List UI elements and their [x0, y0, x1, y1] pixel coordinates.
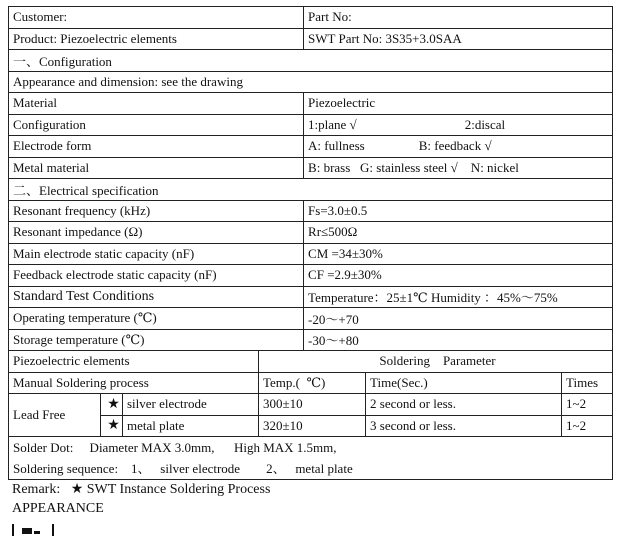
resonant-frequency-value: Fs=3.0±0.5	[304, 200, 613, 222]
configuration-option-1: 1:plane √	[308, 116, 357, 132]
main-capacity-value: CM =34±30%	[304, 243, 613, 265]
solder-sequence-text: Soldering sequence: 1、 silver electrode 2、 metal plate	[13, 461, 353, 476]
resonant-impedance-label: Resonant impedance (Ω)	[9, 222, 304, 244]
storage-temp-label: Storage temperature (℃)	[9, 329, 304, 351]
row-soldering-header	[9, 351, 613, 373]
times-header: Times	[562, 372, 613, 394]
operating-temp-label: Operating temperature (℃)	[9, 308, 304, 330]
electrode-form-value	[304, 136, 613, 158]
metal-temp: 320±10	[259, 415, 366, 437]
appearance-heading: APPEARANCE	[12, 501, 104, 516]
configuration-value	[304, 114, 613, 136]
electrode-form-label: Electrode form	[9, 136, 304, 158]
material-label: Material	[9, 93, 304, 115]
row-customer	[9, 7, 613, 29]
swt-part-no: SWT Part No: 3S35+3.0SAA	[304, 28, 613, 50]
row-resonant-impedance	[9, 222, 613, 244]
row-solder-notes	[9, 437, 613, 480]
row-metal-material	[9, 157, 613, 179]
standard-test-label: Standard Test Conditions	[9, 286, 304, 308]
electrode-option-b: B: feedback √	[418, 138, 492, 154]
row-silver-electrode	[9, 394, 613, 416]
electrode-option-a: A: fullness	[308, 138, 365, 154]
row-section-configuration	[9, 50, 613, 72]
metal-material-value: B: brass G: stainless steel √ N: nickel	[304, 157, 613, 179]
row-feedback-capacity	[9, 265, 613, 287]
row-main-capacity	[9, 243, 613, 265]
row-section-electrical	[9, 179, 613, 201]
storage-temp-value: -30～+80	[304, 329, 613, 351]
silver-electrode-label: silver electrode	[123, 394, 259, 416]
resonant-impedance-value: Rr≤500Ω	[304, 222, 613, 244]
lead-free-label: Lead Free	[9, 394, 101, 437]
soldering-parameter-label: Soldering Parameter	[259, 351, 613, 373]
star-icon: ★	[101, 394, 123, 416]
feedback-capacity-label: Feedback electrode static capacity (nF)	[9, 265, 304, 287]
silver-times: 1~2	[562, 394, 613, 416]
row-appearance-dimension	[9, 71, 613, 93]
solder-dot-text: Solder Dot: Diameter MAX 3.0mm, High MAX 1.5mm,	[13, 440, 337, 455]
section-electrical: 二、Electrical specification	[9, 179, 613, 201]
row-material	[9, 93, 613, 115]
time-header: Time(Sec.)	[366, 372, 562, 394]
configuration-option-2: 2:discal	[464, 116, 506, 132]
operating-temp-value: -20～+70	[304, 308, 613, 330]
star-icon: ★	[101, 415, 123, 437]
section-configuration: 一、Configuration	[9, 50, 613, 72]
manual-soldering-label: Manual Soldering process	[9, 372, 259, 394]
solder-notes	[9, 437, 613, 480]
row-manual-soldering	[9, 372, 613, 394]
metal-time: 3 second or less.	[366, 415, 562, 437]
remark-text: Remark: ★ SWT Instance Soldering Process	[12, 482, 271, 497]
specification-table	[8, 6, 613, 480]
silver-temp: 300±10	[259, 394, 366, 416]
row-resonant-frequency	[9, 200, 613, 222]
customer-label: Customer:	[9, 7, 304, 29]
product-label: Product: Piezoelectric elements	[9, 28, 304, 50]
row-storage-temp	[9, 329, 613, 351]
metal-plate-label: metal plate	[123, 415, 259, 437]
standard-test-value: Temperature：25±1℃ Humidity ：45%～75%	[304, 286, 613, 308]
piezo-elements-label: Piezoelectric elements	[9, 351, 259, 373]
main-capacity-label: Main electrode static capacity (nF)	[9, 243, 304, 265]
metal-material-label: Metal material	[9, 157, 304, 179]
row-standard-test	[9, 286, 613, 308]
row-configuration	[9, 114, 613, 136]
material-value: Piezoelectric	[304, 93, 613, 115]
configuration-label: Configuration	[9, 114, 304, 136]
feedback-capacity-value: CF =2.9±30%	[304, 265, 613, 287]
part-no-label: Part No:	[304, 7, 613, 29]
row-operating-temp	[9, 308, 613, 330]
drawing-fragment-icon	[12, 521, 60, 537]
row-electrode-form	[9, 136, 613, 158]
resonant-frequency-label: Resonant frequency (kHz)	[9, 200, 304, 222]
silver-time: 2 second or less.	[366, 394, 562, 416]
metal-times: 1~2	[562, 415, 613, 437]
appearance-dimension: Appearance and dimension: see the drawing	[9, 71, 613, 93]
temp-header: Temp.( ℃)	[259, 372, 366, 394]
row-product	[9, 28, 613, 50]
